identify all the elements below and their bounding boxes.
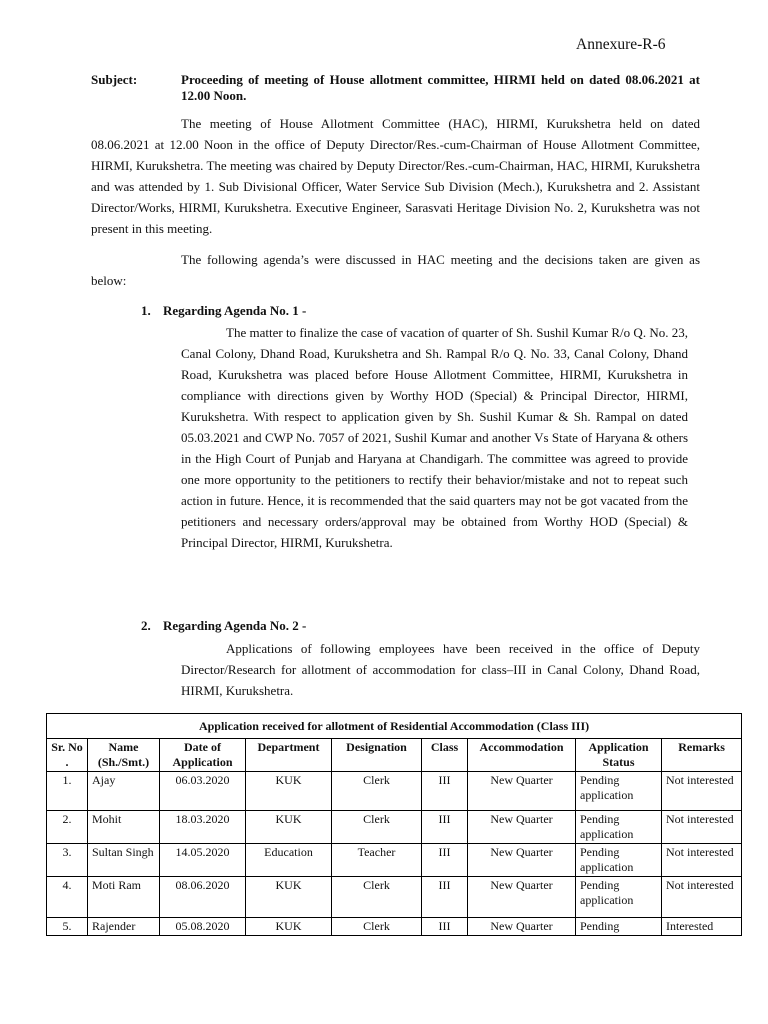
header-date: Date of Application — [160, 739, 246, 772]
cell-sr: 1. — [47, 772, 88, 811]
annexure-label: Annexure-R-6 — [576, 36, 666, 53]
subject-label: Subject: — [91, 72, 138, 87]
table-row — [47, 772, 742, 811]
table-row — [47, 811, 742, 844]
cell-sr: 5. — [47, 918, 88, 936]
cell-status: Pending application — [576, 844, 662, 877]
cell-status: Pending application — [576, 772, 662, 811]
agenda-2-heading — [141, 618, 306, 634]
cell-name: Mohit — [88, 811, 160, 844]
cell-remarks: Not interested — [662, 811, 742, 844]
cell-name: Ajay — [88, 772, 160, 811]
cell-accommodation: New Quarter — [468, 772, 576, 811]
agenda-1-title: Regarding Agenda No. 1 - — [163, 303, 307, 318]
cell-name: Moti Ram — [88, 877, 160, 918]
agenda-2-number: 2. — [141, 618, 151, 633]
cell-class: III — [422, 877, 468, 918]
cell-sr: 2. — [47, 811, 88, 844]
cell-date: 05.08.2020 — [160, 918, 246, 936]
table-header-row — [47, 739, 742, 772]
agenda-2-title: Regarding Agenda No. 2 - — [163, 618, 307, 633]
cell-class: III — [422, 844, 468, 877]
cell-date: 14.05.2020 — [160, 844, 246, 877]
cell-date: 06.03.2020 — [160, 772, 246, 811]
cell-department: KUK — [246, 918, 332, 936]
cell-remarks: Not interested — [662, 844, 742, 877]
header-status: Application Status — [576, 739, 662, 772]
cell-designation: Clerk — [332, 811, 422, 844]
cell-accommodation: New Quarter — [468, 918, 576, 936]
cell-status: Pending application — [576, 877, 662, 918]
table-row — [47, 844, 742, 877]
cell-remarks: Not interested — [662, 877, 742, 918]
cell-remarks: Interested — [662, 918, 742, 936]
cell-class: III — [422, 918, 468, 936]
agenda-intro-paragraph: The following agenda’s were discussed in HAC meeting and the decisions taken are given as below: — [91, 252, 700, 288]
subject-text: Proceeding of meeting of House allotment committee, HIRMI held on dated 08.06.2021 at 12.00 Noon. — [181, 72, 700, 103]
table-row — [47, 918, 742, 936]
cell-status: Pending — [576, 918, 662, 936]
intro-paragraph: The meeting of House Allotment Committee (HAC), HIRMI, Kurukshetra held on dated 08.06.2021 at 12.00 Noon in the office of Deputy Director/Res.-cum-Chairman of House Allotment Committee, HIRMI, Kurukshetra. The meeting was chaired by Deputy Director/Res.-cum-Chairman, HAC, HIRMI, Kurukshetra and was attended by 1. Sub Divisional Officer, Water Service Sub Division (Mech.), Kurukshetra and 2. Assistant Director/Works, HIRMI, Kurukshetra. Executive Engineer, Sarasvati Heritage Division No. 2, Kurukshetra was not present in this meeting. — [91, 116, 700, 236]
table-title: Application received for allotment of Residential Accommodation (Class III) — [47, 714, 742, 739]
cell-class: III — [422, 811, 468, 844]
cell-name: Rajender — [88, 918, 160, 936]
header-remarks: Remarks — [662, 739, 742, 772]
cell-designation: Clerk — [332, 877, 422, 918]
cell-accommodation: New Quarter — [468, 844, 576, 877]
cell-sr: 4. — [47, 877, 88, 918]
header-sr: Sr. No . — [47, 739, 88, 772]
cell-status: Pending application — [576, 811, 662, 844]
cell-designation: Clerk — [332, 772, 422, 811]
agenda-1-heading — [141, 303, 306, 319]
agenda-2-body: Applications of following employees have been received in the office of Deputy Director/Research for allotment of accommodation for class–III in Canal Colony, Dhand Road, HIRMI, Kurukshetra. — [181, 641, 700, 698]
header-designation: Designation — [332, 739, 422, 772]
cell-name: Sultan Singh — [88, 844, 160, 877]
cell-date: 18.03.2020 — [160, 811, 246, 844]
cell-department: KUK — [246, 877, 332, 918]
cell-class: III — [422, 772, 468, 811]
cell-date: 08.06.2020 — [160, 877, 246, 918]
header-class: Class — [422, 739, 468, 772]
header-accommodation: Accommodation — [468, 739, 576, 772]
cell-sr: 3. — [47, 844, 88, 877]
cell-accommodation: New Quarter — [468, 877, 576, 918]
cell-designation: Teacher — [332, 844, 422, 877]
agenda-1-body: The matter to finalize the case of vacation of quarter of Sh. Sushil Kumar R/o Q. No. 23, Canal Colony, Dhand Road, Kurukshetra and Sh. Rampal R/o Q. No. 33, Canal Colony, Dhand Road, Kurukshetra was placed before House Allotment Committee, HIRMI, Kurukshetra in compliance with directions given by Worthy HOD (Special) & Principal Director, HIRMI, Kurukshetra. With respect to application given by Sh. Sushil Kumar & Sh. Rampal on dated 05.03.2021 and CWP No. 7057 of 2021, Sushil Kumar and another Vs State of Haryana & others in the High Court of Punjab and Haryana at Chandigarh. The committee was agreed to provide one more opportunity to the petitioners to rectify their behavior/mistake and not to repeat such action in future. Hence, it is recommended that the said quarters may not be got vacated from the petitioners and necessary orders/approval may be obtained from Worthy HOD (Special) & Principal Director, HIRMI, Kurukshetra. — [181, 325, 688, 550]
table-row — [47, 877, 742, 918]
header-name: Name (Sh./Smt.) — [88, 739, 160, 772]
agenda-1-number: 1. — [141, 303, 151, 318]
cell-department: KUK — [246, 772, 332, 811]
cell-department: KUK — [246, 811, 332, 844]
allotment-table — [46, 713, 742, 936]
cell-accommodation: New Quarter — [468, 811, 576, 844]
cell-remarks: Not interested — [662, 772, 742, 811]
header-department: Department — [246, 739, 332, 772]
cell-designation: Clerk — [332, 918, 422, 936]
cell-department: Education — [246, 844, 332, 877]
